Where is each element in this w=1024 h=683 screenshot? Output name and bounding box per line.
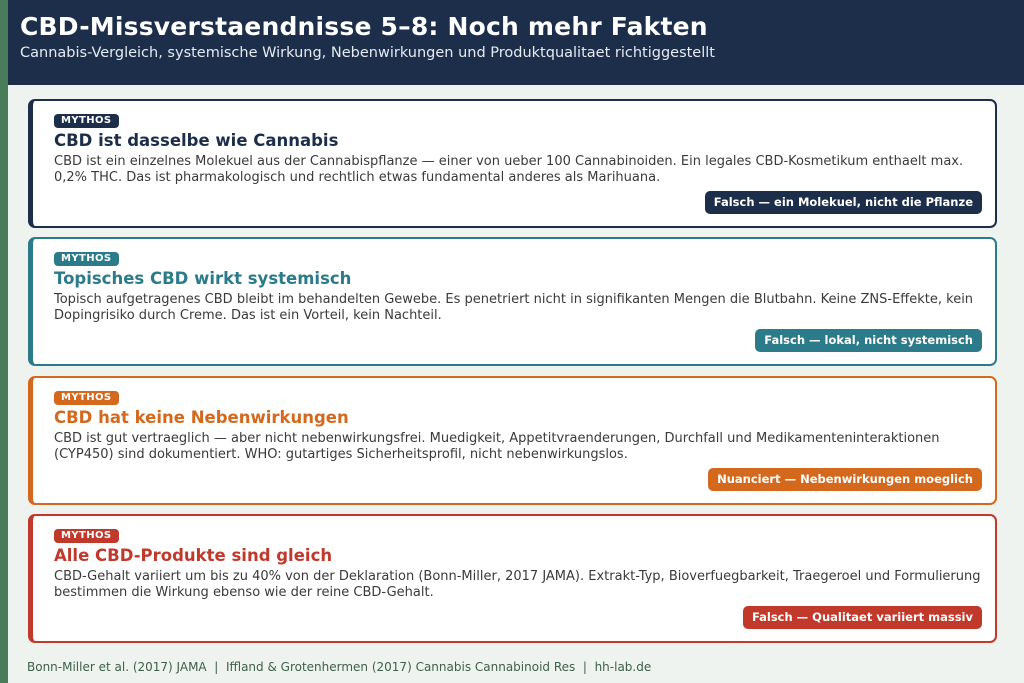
- page-header: [8, 0, 1024, 85]
- myth-card-product-quality: [28, 514, 997, 643]
- myth-badge: MYTHOS: [54, 391, 119, 405]
- myth-title: CBD ist dasselbe wie Cannabis: [54, 131, 339, 150]
- verdict-badge: Falsch — lokal, nicht systemisch: [755, 329, 982, 352]
- myth-card-side-effects: [28, 376, 997, 505]
- myth-explanation: CBD ist ein einzelnes Molekuel aus der Cannabispflanze — einer von ueber 100 Cannabinoiden. Ein legales CBD-Kosmetikum enthaelt max. 0,2% THC. Das ist pharmakologisch und rechtlich etwas fundamental anderes als Marihuana.: [54, 154, 964, 185]
- myth-explanation: CBD-Gehalt variiert um bis zu 40% von der Deklaration (Bonn-Miller, 2017 JAMA). Extrakt-Typ, Bioverfuegbarkeit, Traegeroel und Formulierung bestimmen die Wirkung ebenso wie der reine CBD-Gehalt.: [54, 569, 981, 600]
- left-accent-stripe: [0, 0, 8, 683]
- footer-sources: Bonn-Miller et al. (2017) JAMA | Iffland & Grotenhermen (2017) Cannabis Cannabinoid Res | hh-lab.de: [27, 660, 652, 674]
- myth-badge: MYTHOS: [54, 114, 119, 128]
- page-title: CBD-Missverstaendnisse 5–8: Noch mehr Fakten: [20, 12, 708, 41]
- verdict-badge: Nuanciert — Nebenwirkungen moeglich: [708, 468, 982, 491]
- myth-badge: MYTHOS: [54, 252, 119, 266]
- page-subtitle: Cannabis-Vergleich, systemische Wirkung, Nebenwirkungen und Produktqualitaet richtiggestellt: [20, 45, 715, 61]
- verdict-badge: Falsch — Qualitaet variiert massiv: [743, 606, 982, 629]
- myth-title: Alle CBD-Produkte sind gleich: [54, 546, 333, 565]
- myth-title: Topisches CBD wirkt systemisch: [54, 269, 352, 288]
- myth-badge: MYTHOS: [54, 529, 119, 543]
- myth-explanation: CBD ist gut vertraeglich — aber nicht nebenwirkungsfrei. Muedigkeit, Appetitvraenderungen, Durchfall und Medikamenteninteraktionen (CYP450) sind dokumentiert. WHO: gutartiges Sicherheitsprofil, nicht nebenwirkungslos.: [54, 431, 940, 462]
- myth-title: CBD hat keine Nebenwirkungen: [54, 408, 349, 427]
- myth-card-systemic: [28, 237, 997, 366]
- verdict-badge: Falsch — ein Molekuel, nicht die Pflanze: [705, 191, 982, 214]
- myth-card-cannabis: [28, 99, 997, 228]
- myth-explanation: Topisch aufgetragenes CBD bleibt im behandelten Gewebe. Es penetriert nicht in signifikanten Mengen die Blutbahn. Keine ZNS-Effekte, kein Dopingrisiko durch Creme. Das ist ein Vorteil, kein Nachteil.: [54, 292, 974, 323]
